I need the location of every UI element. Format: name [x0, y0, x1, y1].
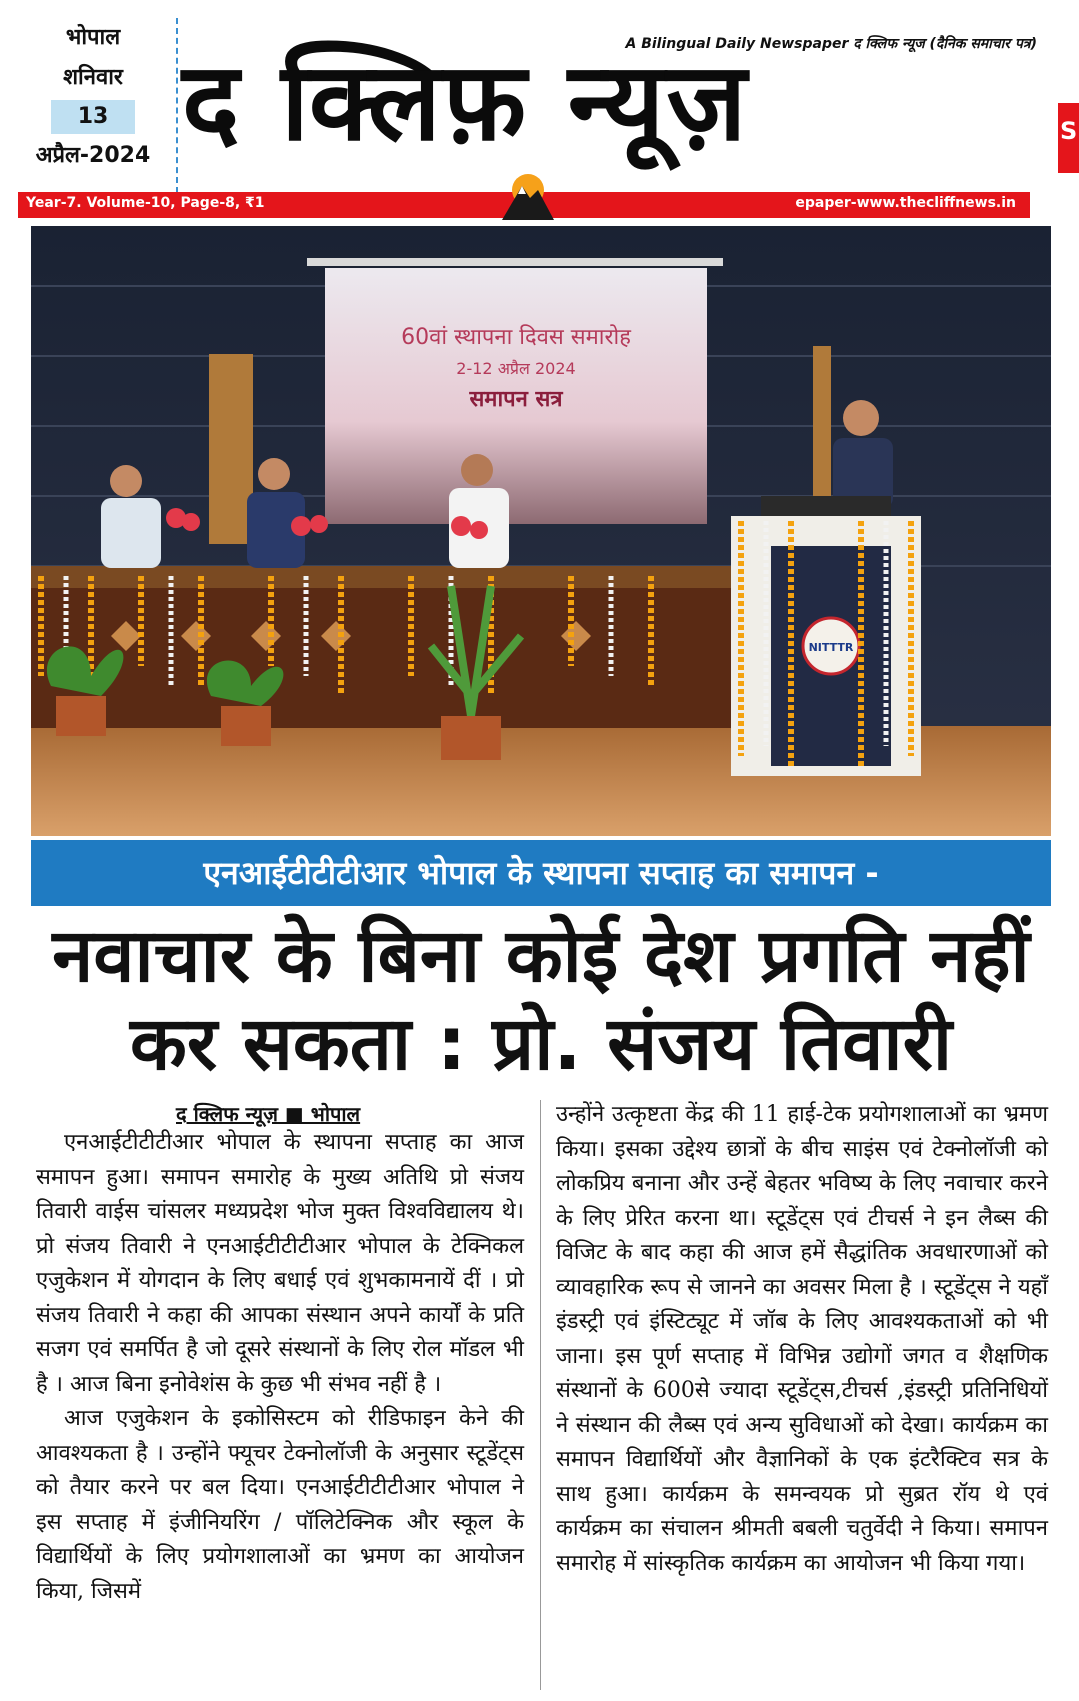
side-tab: [1058, 103, 1079, 173]
event-photo: [31, 226, 1051, 836]
paragraph-2: आज एजुकेशन के इकोसिस्टम को रीडिफाइन केने की आवश्यकता है । उन्होंने फ्यूचर टेक्नोलॉजी के अनुसार स्टूडेंट्स को तैयार करने पर बल दिया। एनआईटीटीटीआर भोपाल ने इस सप्ताह में इंजीनियरिंग / पॉलिटेक्निक और स्कूल के विद्यार्थियों के लिए प्रयोगशालाओं का भ्रमण का आयोजन किया, जिसमें: [36, 1406, 524, 1604]
screen-roller: [307, 258, 723, 266]
byline: द क्लिफ न्यूज़ ■ भोपाल: [176, 1102, 361, 1126]
mountain-sun-logo-icon: [500, 168, 556, 220]
date-divider: [176, 18, 178, 193]
city: भोपाल: [65, 25, 121, 50]
newspaper-title: द क्लिफ़ न्यूज़: [182, 40, 749, 165]
headline: [31, 912, 1051, 1088]
month-year: अप्रैल-2024: [35, 143, 151, 168]
podium-monitor: [761, 496, 891, 516]
article-column-1: [36, 1126, 524, 1609]
subheading-bar: एनआईटीटीटीआर भोपाल के स्थापना सप्ताह का समापन -: [31, 840, 1051, 906]
paragraph-1: एनआईटीटीटीआर भोपाल के स्थापना सप्ताह का आज समापन हुआ। समापन समारोह के मुख्य अतिथि प्रो संजय तिवारी वाईस चांसलर मध्यप्रदेश भोज मुक्त विश्वविद्यालय थे। प्रो संजय तिवारी ने एनआईटीटीटीआर भोपाल के टेक्निकल एजुकेशन में योगदान के लिए बधाई एवं शुभकामनायें दीं । प्रो संजय तिवारी ने कहा की आपका संस्थान अपने कार्यों के प्रति सजग एवं समर्पित है जो दूसरे संस्थानों के लिए रोल मॉडल भी है । आज बिना इनोवेशंस के कुछ भी संभव नहीं है ।: [36, 1130, 524, 1397]
screen-text-2: 2-12 अप्रैल 2024: [456, 359, 576, 378]
door-left: [209, 354, 253, 544]
date-block: [28, 18, 158, 176]
table-top: [31, 566, 731, 588]
epaper-link[interactable]: epaper-www.thecliffnews.in: [795, 195, 1016, 211]
screen-text-3: समापन सत्र: [469, 387, 563, 412]
podium-logo-text: NITTTR: [808, 641, 854, 654]
issue-info: Year-7. Volume-10, Page-8, ₹1: [26, 195, 265, 211]
paragraph-3: उन्होंने उत्कृष्टता केंद्र की 11 हाई-टेक प्रयोगशालाओं का भ्रमण किया। इसका उद्देश्य छात्रों के बीच साइंस एवं टेक्नोलॉजी को लोकप्रिय बनाना और उन्हें बेहतर भविष्य के लिए नवाचार करने के लिए प्रेरित करना था। स्टूडेंट्स एवं टीचर्स ने इन लैब्स की विजिट के बाद कहा की आज हमें सैद्धांतिक अवधारणाओं को व्यावहारिक रूप से जानने का अवसर मिला है । स्टूडेंट्स ने यहाँ इंडस्ट्री एवं इंस्टिट्यूट में जॉब के लिए आवश्यकताओं को भी जाना। इस पूर्ण सप्ताह में विभिन्न उद्योगों जगत व शैक्षणिक संस्थानों के 600से ज्यादा स्टूडेंट्स,टीचर्स ,इंडस्ट्री प्रतिनिधियों ने संस्थान की लैब्स एवं अन्य सुविधाओं को देखा। कार्यक्रम का समापन विद्यार्थियों और वैज्ञानिकों के एक इंटरैक्टिव सत्र के साथ हुआ। कार्यक्रम के समन्वयक प्रो सुब्रत रॉय थे एवं कार्यक्रम का संचालन श्रीमती बबली चतुर्वेदी ने किया। समापन समारोह में सांस्कृतिक कार्यक्रम का आयोजन भी किया गया।: [556, 1102, 1048, 1576]
headline-line-2: कर सकता : प्रो. संजय तिवारी: [129, 1001, 953, 1087]
screen-text-1: 60वां स्थापना दिवस समारोह: [401, 325, 631, 350]
column-divider: [540, 1100, 541, 1690]
side-letter: S: [1060, 117, 1078, 145]
headline-line-1: नवाचार के बिना कोई देश प्रगति नहीं: [52, 913, 1030, 999]
article-column-2: [556, 1098, 1048, 1581]
table-front: [31, 588, 731, 728]
tagline: A Bilingual Daily Newspaper द क्लिफ न्यूज (दैनिक समाचार पत्र): [625, 36, 1037, 52]
weekday: शनिवार: [63, 65, 123, 90]
day-number: 13: [51, 100, 135, 134]
